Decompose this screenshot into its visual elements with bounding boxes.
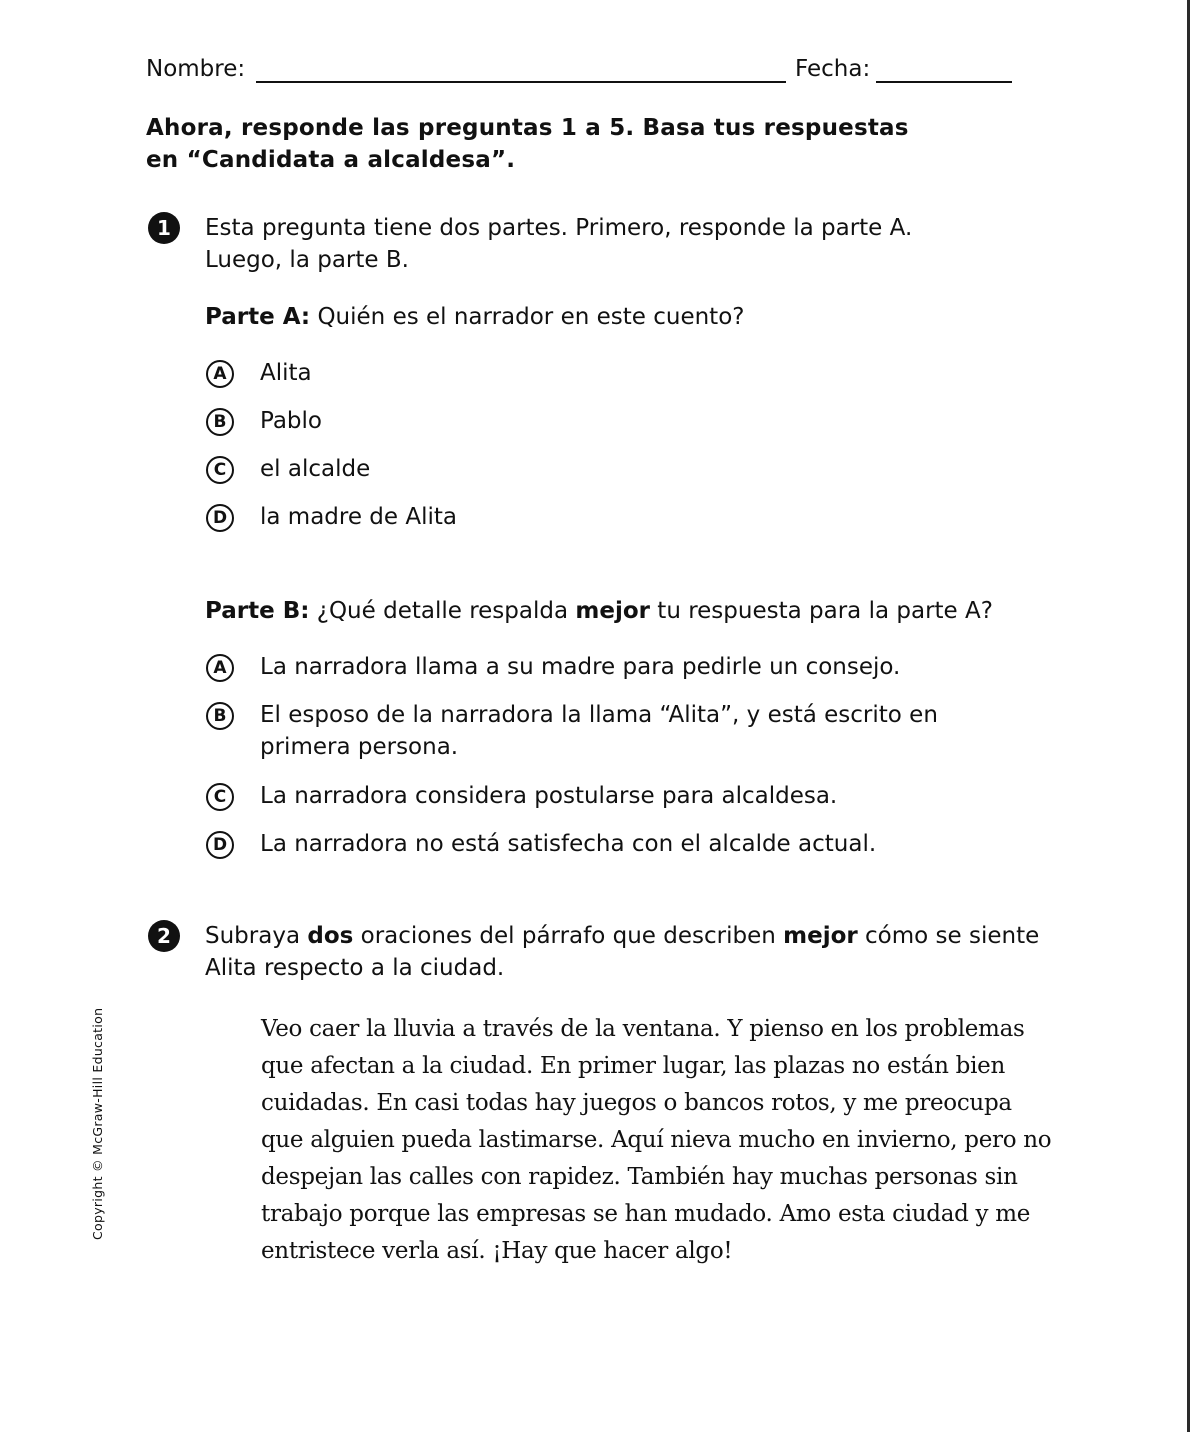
part-b-emphasis: mejor xyxy=(575,598,650,624)
question-1-text: Esta pregunta tiene dos partes. Primero, responde la parte A. Luego, la parte B. xyxy=(205,215,913,273)
question-1-number: 1 xyxy=(148,212,180,244)
part-b-question-end: tu respuesta para la parte A? xyxy=(657,598,993,624)
answer-bubble-a[interactable]: A xyxy=(206,654,234,682)
part-b-option-b[interactable] xyxy=(206,699,1066,763)
option-text: la madre de Alita xyxy=(260,504,457,530)
header xyxy=(146,56,1014,86)
option-text: La narradora no está satisfecha con el alcalde actual. xyxy=(260,831,877,857)
part-b-label: Parte B: xyxy=(205,598,310,624)
date-field[interactable] xyxy=(876,81,1012,83)
part-b-prompt xyxy=(205,595,1085,627)
part-a-prompt xyxy=(205,301,1085,333)
name-label: Nombre: xyxy=(146,56,246,82)
instructions: Ahora, responde las preguntas 1 a 5. Basa tus respuestas en “Candidata a alcaldesa”. xyxy=(146,115,909,173)
answer-bubble-a[interactable]: A xyxy=(206,360,234,388)
option-text: La narradora considera postularse para alcaldesa. xyxy=(260,783,838,809)
question-2-text xyxy=(205,920,1055,984)
answer-bubble-b[interactable]: B xyxy=(206,702,234,730)
answer-bubble-d[interactable]: D xyxy=(206,504,234,532)
part-a-question: Quién es el narrador en este cuento? xyxy=(317,304,745,330)
q2-emphasis-mejor: mejor xyxy=(783,923,858,949)
reading-passage[interactable]: Veo caer la lluvia a través de la ventana. Y pienso en los problemas que afectan a la ciudad. En primer lugar, las plazas no están bien cuidadas. En casi todas hay juegos o bancos rotos, y me preocupa que alguien pueda lastimarse. Aquí nieva mucho en invierno, pero no despejan las calles con rapidez. También hay muchas personas sin trabajo porque las empresas se han mudado. Amo esta ciudad y me entristece verla así. ¡Hay que hacer algo! xyxy=(261,1016,1052,1264)
part-b-option-d[interactable] xyxy=(206,828,1066,860)
option-text: Alita xyxy=(260,360,312,386)
part-b-option-c[interactable] xyxy=(206,780,1066,812)
part-a-option-c[interactable] xyxy=(206,453,1066,485)
part-b-question-start: ¿Qué detalle respalda xyxy=(316,598,569,624)
part-a-label: Parte A: xyxy=(205,304,311,330)
answer-bubble-c[interactable]: C xyxy=(206,783,234,811)
option-text: Pablo xyxy=(260,408,322,434)
option-text: La narradora llama a su madre para pedirle un consejo. xyxy=(260,654,901,680)
date-label: Fecha: xyxy=(795,56,871,82)
option-text: El esposo de la narradora la llama “Alita”, y está escrito en primera persona. xyxy=(260,702,938,760)
part-b-option-a[interactable] xyxy=(206,651,1066,683)
part-a-option-d[interactable] xyxy=(206,501,1066,533)
q2-text-part1: Subraya xyxy=(205,923,301,949)
q2-text-part2: oraciones del párrafo que describen xyxy=(360,923,776,949)
answer-bubble-d[interactable]: D xyxy=(206,831,234,859)
question-2-number: 2 xyxy=(148,920,180,952)
q2-text-part3: cómo se siente Alita respecto a la ciudad. xyxy=(205,923,1040,981)
q2-emphasis-dos: dos xyxy=(307,923,354,949)
option-text: el alcalde xyxy=(260,456,371,482)
part-a-option-a[interactable] xyxy=(206,357,1066,389)
name-field[interactable] xyxy=(256,81,786,83)
copyright-notice: Copyright © McGraw-Hill Education xyxy=(90,1007,105,1240)
answer-bubble-c[interactable]: C xyxy=(206,456,234,484)
part-a-option-b[interactable] xyxy=(206,405,1066,437)
answer-bubble-b[interactable]: B xyxy=(206,408,234,436)
